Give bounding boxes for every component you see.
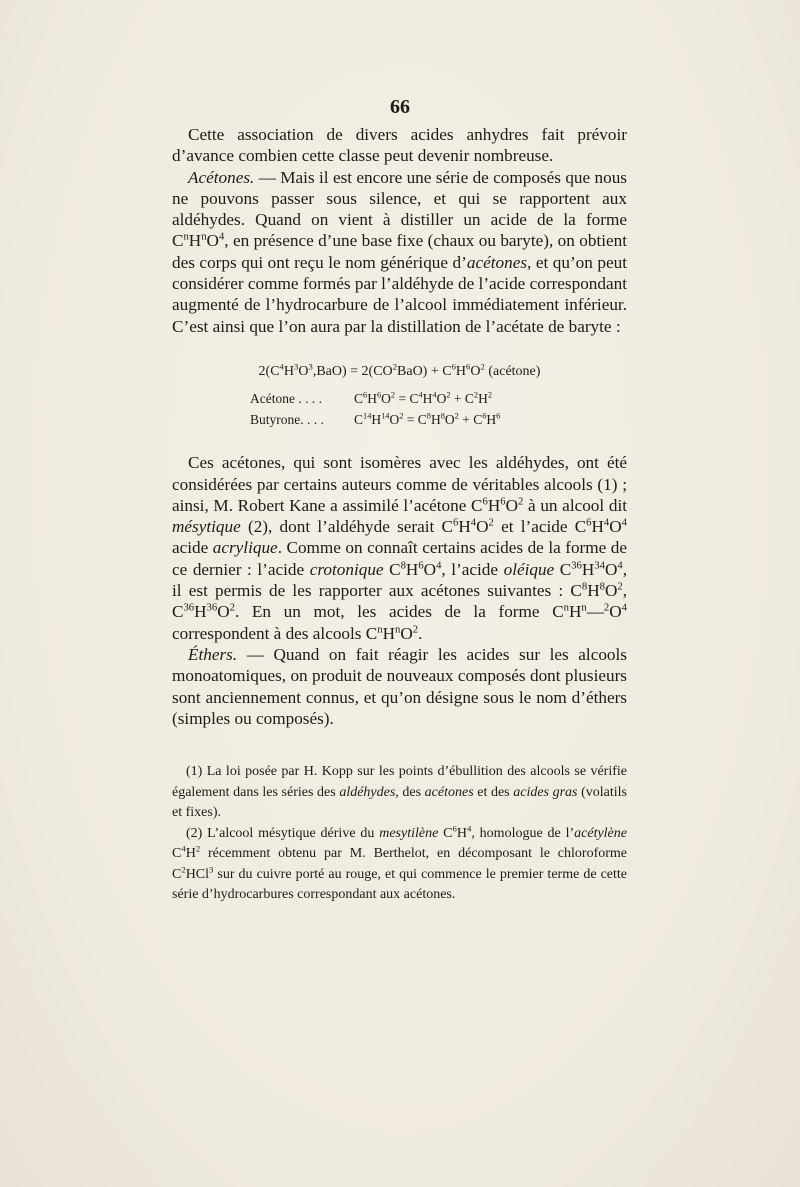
superscript: 8 bbox=[599, 581, 605, 593]
italic-term: acétylène bbox=[574, 825, 627, 841]
text: , des bbox=[395, 784, 425, 800]
superscript: 8 bbox=[440, 411, 445, 421]
superscript: 2 bbox=[229, 602, 235, 614]
superscript: 4 bbox=[603, 517, 610, 529]
italic-term: mesytilène bbox=[379, 825, 439, 841]
text: correspondent à des alcools C bbox=[172, 623, 378, 643]
superscript: 6 bbox=[453, 517, 459, 529]
superscript: 6 bbox=[496, 411, 501, 421]
text: = C bbox=[395, 391, 419, 407]
superscript: 6 bbox=[376, 390, 382, 400]
text: C bbox=[354, 412, 364, 428]
text: O bbox=[423, 559, 437, 579]
text: O bbox=[470, 363, 481, 379]
superscript: 4 bbox=[436, 560, 442, 572]
text: O bbox=[609, 517, 622, 537]
text: C bbox=[172, 846, 182, 861]
text: . bbox=[418, 623, 423, 643]
superscript: 2 bbox=[603, 602, 610, 614]
superscript: 2 bbox=[473, 390, 479, 400]
text: H bbox=[283, 363, 295, 379]
superscript: 4 bbox=[181, 843, 186, 854]
superscript: n bbox=[183, 231, 189, 243]
text: , en présence d’une base fixe (chaux ou baryte), on obtient des corps qui ont reçu le nom générique d’ bbox=[172, 231, 627, 272]
text: O bbox=[609, 602, 622, 622]
text: H bbox=[188, 231, 202, 251]
text: H bbox=[587, 581, 600, 601]
superscript: 2 bbox=[392, 361, 398, 372]
paragraph-ethers bbox=[172, 644, 627, 729]
text: H bbox=[430, 412, 441, 428]
paragraph-association bbox=[172, 124, 627, 167]
superscript: 2 bbox=[488, 517, 494, 529]
text: O bbox=[389, 412, 400, 428]
text: O bbox=[217, 602, 230, 622]
text: O bbox=[381, 391, 391, 407]
text: O bbox=[206, 231, 219, 251]
superscript: 4 bbox=[621, 517, 627, 529]
superscript: 4 bbox=[218, 231, 225, 243]
italic-term: acétones bbox=[424, 784, 474, 800]
text: H bbox=[382, 623, 395, 643]
superscript: 8 bbox=[426, 411, 431, 421]
superscript: 6 bbox=[363, 390, 368, 400]
text: O bbox=[436, 391, 447, 407]
superscript: 3 bbox=[294, 361, 299, 372]
text: H bbox=[456, 825, 467, 841]
text: + C bbox=[450, 391, 474, 407]
superscript: 6 bbox=[500, 496, 506, 508]
superscript: 2 bbox=[399, 411, 404, 421]
superscript: 4 bbox=[617, 560, 623, 572]
superscript: 34 bbox=[594, 560, 605, 572]
superscript: 6 bbox=[452, 822, 457, 833]
text: Cette association de divers acides anhydres fait prévoir d’avance combien cette classe peut devenir nombreuse. bbox=[172, 125, 627, 166]
superscript: 4 bbox=[432, 390, 437, 400]
text: sur du cuivre porté au rouge, et qui commence le premier terme de cette série d’hydrocarbures correspondant aux acétones. bbox=[172, 866, 627, 902]
text: (volatils et fixes). bbox=[172, 784, 628, 820]
superscript: 2 bbox=[181, 863, 186, 874]
text: récemment obtenu par M. Berthelot, en décomposant le chloroforme C bbox=[172, 846, 627, 882]
superscript: 3 bbox=[308, 361, 313, 372]
text: . Comme on connaît certains acides de la forme de ce dernier : l’acide bbox=[172, 538, 627, 579]
text: O bbox=[400, 623, 413, 643]
text: Ces acétones, qui sont isomères avec les aldéhydes, ont été considérées par certains auteurs comme de véritables alcools (1) ; ainsi, M. Robert Kane a assimilé l’acétone C bbox=[172, 453, 627, 515]
section-heading-ethers: Éthers. bbox=[188, 644, 238, 664]
superscript: 2 bbox=[390, 390, 396, 400]
text: à un alcool dit bbox=[523, 495, 627, 515]
superscript: 2 bbox=[446, 390, 451, 400]
text: O bbox=[505, 495, 519, 515]
superscript: 2 bbox=[617, 581, 623, 593]
text: H bbox=[422, 391, 433, 407]
superscript: 14 bbox=[363, 411, 372, 421]
italic-term: acides gras bbox=[513, 784, 578, 800]
text: H bbox=[367, 391, 377, 407]
footnotes bbox=[172, 762, 627, 906]
text: (1) La loi posée par H. Kopp sur les points d’ébullition des alcools se vérifie également dans les séries des bbox=[172, 764, 627, 800]
superscript: 4 bbox=[418, 390, 423, 400]
equation-barium-acetate bbox=[172, 361, 627, 382]
text: ,BaO) = 2(CO bbox=[312, 363, 393, 379]
superscript: 4 bbox=[279, 361, 284, 372]
text: O bbox=[298, 363, 309, 379]
superscript: 2 bbox=[518, 496, 524, 508]
text: , C bbox=[172, 581, 627, 622]
main-text bbox=[172, 124, 627, 729]
text: H bbox=[185, 846, 196, 861]
text: C bbox=[438, 825, 453, 841]
text: O bbox=[604, 559, 618, 579]
text: (acétone) bbox=[484, 363, 541, 379]
italic-term: crotonique bbox=[309, 559, 384, 579]
text: H bbox=[405, 559, 419, 579]
superscript: 3 bbox=[209, 863, 214, 874]
table-row bbox=[250, 409, 500, 430]
italic-term: aldéhydes bbox=[339, 784, 396, 800]
italic-term: acétones bbox=[466, 252, 528, 272]
superscript: 6 bbox=[482, 496, 488, 508]
superscript: 36 bbox=[571, 560, 582, 572]
page-number: 66 bbox=[390, 96, 410, 118]
italic-term: mésytique bbox=[172, 517, 241, 537]
text: H bbox=[455, 363, 467, 379]
section-heading-acetones: Acétones. bbox=[188, 167, 255, 187]
superscript: 6 bbox=[451, 361, 456, 372]
superscript: n bbox=[581, 602, 587, 614]
superscript: 8 bbox=[581, 581, 588, 593]
text: C bbox=[354, 391, 364, 407]
text: C bbox=[554, 559, 572, 579]
superscript: n bbox=[395, 623, 401, 635]
text: — bbox=[586, 602, 604, 622]
text: , et qu’on peut considérer comme formés par l’aldéhyde de l’acide correspondant augmenté de l’hydrocarbure de l’alcool immédiatement inférieur. C’est ainsi que l’on aura par la distillation de l’acétate de baryte : bbox=[172, 252, 627, 336]
superscript: n bbox=[563, 602, 569, 614]
superscript: 2 bbox=[195, 843, 201, 854]
superscript: 14 bbox=[381, 411, 390, 421]
superscript: 2 bbox=[412, 623, 419, 635]
text: = C bbox=[403, 412, 427, 428]
formula-table bbox=[250, 388, 500, 430]
text: H bbox=[581, 559, 595, 579]
text: H bbox=[568, 602, 582, 622]
superscript: 36 bbox=[183, 602, 195, 614]
paragraph-acetones bbox=[172, 167, 627, 337]
text: H bbox=[371, 412, 382, 428]
paragraph-isomers bbox=[172, 452, 627, 644]
superscript: n bbox=[377, 623, 383, 635]
footnote-1 bbox=[172, 762, 627, 824]
italic-term: acrylique bbox=[212, 538, 278, 558]
superscript: 4 bbox=[621, 602, 627, 614]
superscript: 8 bbox=[400, 560, 406, 572]
text: , il est permis de les rapporter aux acétones suivantes : C bbox=[172, 559, 627, 601]
superscript: 6 bbox=[466, 361, 471, 372]
text: , homologue de l’ bbox=[471, 825, 575, 841]
compound-name: Butyrone. . . . bbox=[250, 412, 324, 428]
text: H bbox=[478, 391, 488, 407]
superscript: 2 bbox=[454, 411, 459, 421]
superscript: 6 bbox=[586, 517, 592, 529]
text: H bbox=[486, 412, 497, 428]
superscript: 4 bbox=[470, 517, 477, 529]
text: et l’acide C bbox=[493, 517, 587, 537]
superscript: 2 bbox=[480, 361, 485, 372]
text: 2(C bbox=[258, 363, 280, 379]
text: et des bbox=[473, 784, 514, 800]
text: O bbox=[604, 581, 618, 601]
compound-formula bbox=[354, 409, 500, 430]
text: HCl bbox=[185, 866, 210, 882]
italic-term: oléique bbox=[503, 559, 555, 579]
text: C bbox=[383, 559, 401, 579]
superscript: 6 bbox=[418, 560, 424, 572]
text: H bbox=[458, 517, 471, 537]
text: + C bbox=[458, 412, 483, 428]
text: . En un mot, les acides de la forme C bbox=[234, 602, 564, 622]
superscript: 6 bbox=[482, 411, 487, 421]
text: BaO) + C bbox=[397, 363, 452, 379]
text: O bbox=[476, 517, 489, 537]
text: (2) L’alcool mésytique dérive du bbox=[186, 825, 380, 841]
text: H bbox=[591, 517, 604, 537]
text: (2), dont l’aldéhyde serait C bbox=[240, 517, 454, 537]
text: O bbox=[444, 412, 455, 428]
text: , l’acide bbox=[441, 559, 504, 579]
table-row bbox=[250, 388, 500, 409]
text: — Quand on fait réagir les acides sur les alcools monoatomiques, on produit de nouveaux composés dont plusieurs sont anciennement connus, et qu’on désigne sous le nom d’éthers (simples ou composés). bbox=[172, 644, 627, 728]
superscript: 36 bbox=[206, 602, 218, 614]
text: H bbox=[194, 602, 207, 622]
superscript: n bbox=[201, 231, 207, 243]
superscript: 2 bbox=[487, 390, 493, 400]
text: acide bbox=[172, 538, 213, 558]
text: H bbox=[487, 495, 501, 515]
text: — Mais il est encore une série de composés que nous ne pouvons passer sous silence, et qui se rapportent aux aldéhydes. Quand on vient à distiller un acide de la forme C bbox=[172, 167, 627, 251]
compound-formula bbox=[354, 388, 500, 409]
footnote-2 bbox=[172, 824, 627, 906]
superscript: 4 bbox=[466, 822, 472, 833]
compound-name: Acétone . . . . bbox=[250, 391, 322, 407]
